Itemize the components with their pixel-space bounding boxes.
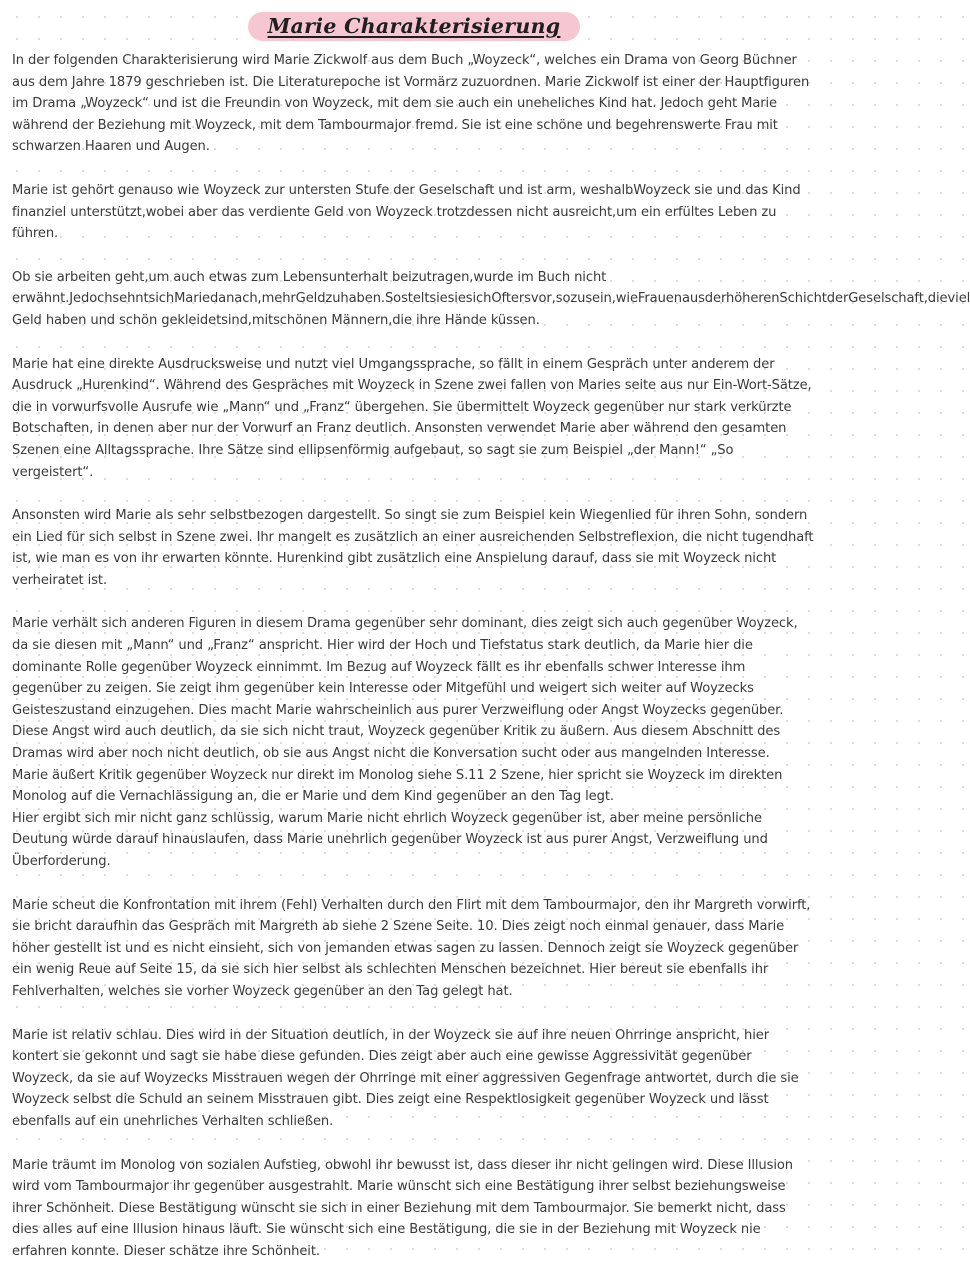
paragraph-language: Marie hat eine direkte Ausdrucksweise und nutzt viel Umgangssprache, so fällt in einem Gespräch unter anderem der Ausdruck „Hurenkind“. Während des Gespräches mit Woyzeck in Szene zwei fallen von Maries seite aus nur Ein-Wort-Sätze, die in vorwurfsvolle Ausrufe wie „Mann“ und „Franz“ übergehen. Sie übermittelt Woyzeck gegenüber nur stark verkürzte Botschaften, in denen aber nur der Vorwurf an Franz deutlich. Ansonsten verwendet Marie aber während den gesamten Szenen eine Alltagssprache. Ihre Sätze sind ellipsenförmig aufgebaut, so sagt sie zum Beispiel „der Mann!“ „So vergeistert“. [12, 356, 812, 480]
paragraph-criticism: Marie äußert Kritik gegenüber Woyzeck nur direkt im Monolog siehe S.11 2 Szene, hier spricht sie Woyzeck im direkten Monolog auf die Vernachlässigung an, die er Marie und dem Kind gegenüber an den Tag legt. [12, 767, 783, 805]
paragraph-dreams: Marie träumt im Monolog von sozialen Aufstieg, obwohl ihr bewusst ist, dass dieser ihr nicht gelingen wird. Diese Illusion wird vom Tambourmajor ihr gegenüber ausgestrahlt. Marie wünscht sich eine Bestätigung ihrer selbst beziehungsweise ihrer Schönheit. Diese Bestätigung wünscht sie sich in einer Beziehung mit dem Tambourmajor. Sie bemerkt nicht, dass dies alles auf eine Illusion hinaus läuft. Sie wünscht sich eine Bestätigung, die sie in der Beziehung mit Woyzeck nie erfahren konnte. Dieser schätze ihre Schönheit. [12, 1157, 794, 1259]
paragraph-wishes: Ob sie arbeiten geht,um auch etwas zum Lebensunterhalt beizutragen,wurde im Buch nicht erwähnt.JedochsehntsichMariedanach,mehrGeldzuhaben.SosteltsiesiesichOftersvor,sozusein,wieFrauenausderhöherenSchichtderGeselschaft,dieviel Geld haben und schön gekleidetsind,mitschönen Männern,die ihre Hände küssen. [12, 269, 970, 328]
paragraph-dominance: Marie verhält sich anderen Figuren in diesem Drama gegenüber sehr dominant, dies zeigt sich auch gegenüber Woyzeck, da sie diesen mit „Mann“ und „Franz“ anspricht. Hier wird der Hoch und Tiefstatus stark deutlich, da Marie hier die dominante Rolle gegenüber Woyzeck einnimmt. Im Bezug auf Woyzeck fällt es ihr ebenfalls schwer Interesse ihm gegenüber zu zeigen. Sie zeigt ihm gegenüber kein Interesse oder Mitgefühl und weigert sich weiter auf Woyzecks Geisteszustand einzugehen. Dies macht Marie wahrscheinlich aus purer Verzweiflung oder Angst Woyzecks gegenüber. Diese Angst wird auch deutlich, da sie sich nicht traut, Woyzeck gegenüber Kritik zu äußern. Aus diesem Abschnitt des Dramas wird aber noch nicht deutlich, ob sie aus Angst nicht die Konversation sucht oder aus mangelnden Interesse. [12, 616, 798, 762]
document-title: Marie Charakterisierung [248, 12, 581, 41]
paragraph-self-centered: Ansonsten wird Marie als sehr selbstbezogen dargestellt. So singt sie zum Beispiel kein Wiegenlied für ihren Sohn, sondern ein Lied für sich selbst in Szene zwei. Ihr mangelt es zusätzlich an einer ausreichenden Selbstreflexion, die nicht tugendhaft ist, wie man es von ihr erwarten könnte. Hurenkind gibt zusätzlich eine Anspielung darauf, dass sie mit Woyzeck nicht verheiratet ist. [12, 508, 814, 588]
title-container [12, 12, 816, 46]
paragraph-confrontation: Marie scheut die Konfrontation mit ihrem (Fehl) Verhalten durch den Flirt mit dem Tambourmajor, den ihr Margreth vorwirft, sie bricht daraufhin das Gespräch mit Margreth ab siehe 2 Szene Seite. 10. Dies zeigt noch einmal genauer, dass Marie höher gestellt ist und es nicht einsieht, sich von jemanden etwas sagen zu lassen. Dennoch zeigt sie Woyzeck gegenüber ein wenig Reue auf Seite 15, da sie sich hier selbst als schlechten Menschen bezeichnet. Hier bereut sie ebenfalls ihr Fehlverhalten, welches sie vorher Woyzeck gegenüber an den Tag gelegt hat. [12, 897, 811, 999]
paragraph-introduction: In der folgenden Charakterisierung wird Marie Zickwolf aus dem Buch „Woyzeck“, welches ein Drama von Georg Büchner aus dem Jahre 1879 geschrieben ist. Die Literaturepoche ist Vormärz zuzuordnen. Marie Zickwolf ist einer der Hauptfiguren im Drama „Woyzeck“ und ist die Freundin von Woyzeck, mit dem sie auch ein uneheliches Kind hat. Jedoch geht Marie während der Beziehung mit Woyzeck, mit dem Tambourmajor fremd. Sie ist eine schöne und begehrenswerte Frau mit schwarzen Haaren und Augen. [12, 53, 810, 155]
paragraph-cleverness: Marie ist relativ schlau. Dies wird in der Situation deutlich, in der Woyzeck sie auf ihre neuen Ohrringe anspricht, hier kontert sie gekonnt und sagt sie habe diese gefunden. Dies zeigt aber auch eine gewisse Aggressivität gegenüber Woyzeck, da sie auf Woyzecks Misstrauen wegen der Ohrringe mit einer aggressiven Gegenfrage antwortet, durch die sie Woyzeck selbst die Schuld an seinem Misstrauen gibt. Dies zeigt eine Respektlosigkeit gegenüber Woyzeck und lässt ebenfalls auf ein unehrliches Verhalten schließen. [12, 1027, 799, 1129]
document-body [12, 50, 970, 1263]
paragraph-interpretation: Hier ergibt sich mir nicht ganz schlüssig, warum Marie nicht ehrlich Woyzeck gegenüber ist, aber meine persönliche Deutung würde darauf hinauslaufen, dass Marie unehrlich gegenüber Woyzeck ist aus purer Angst, Verzweiflung und Überforderung. [12, 810, 768, 869]
paragraph-social-status: Marie ist gehört genauso wie Woyzeck zur untersten Stufe der Geselschaft und ist arm, weshalbWoyzeck sie und das Kind finanziel unterstützt,wobei aber das verdiente Geld von Woyzeck trotzdessen nicht ausreicht,um ein erfültes Leben zu führen. [12, 182, 801, 242]
